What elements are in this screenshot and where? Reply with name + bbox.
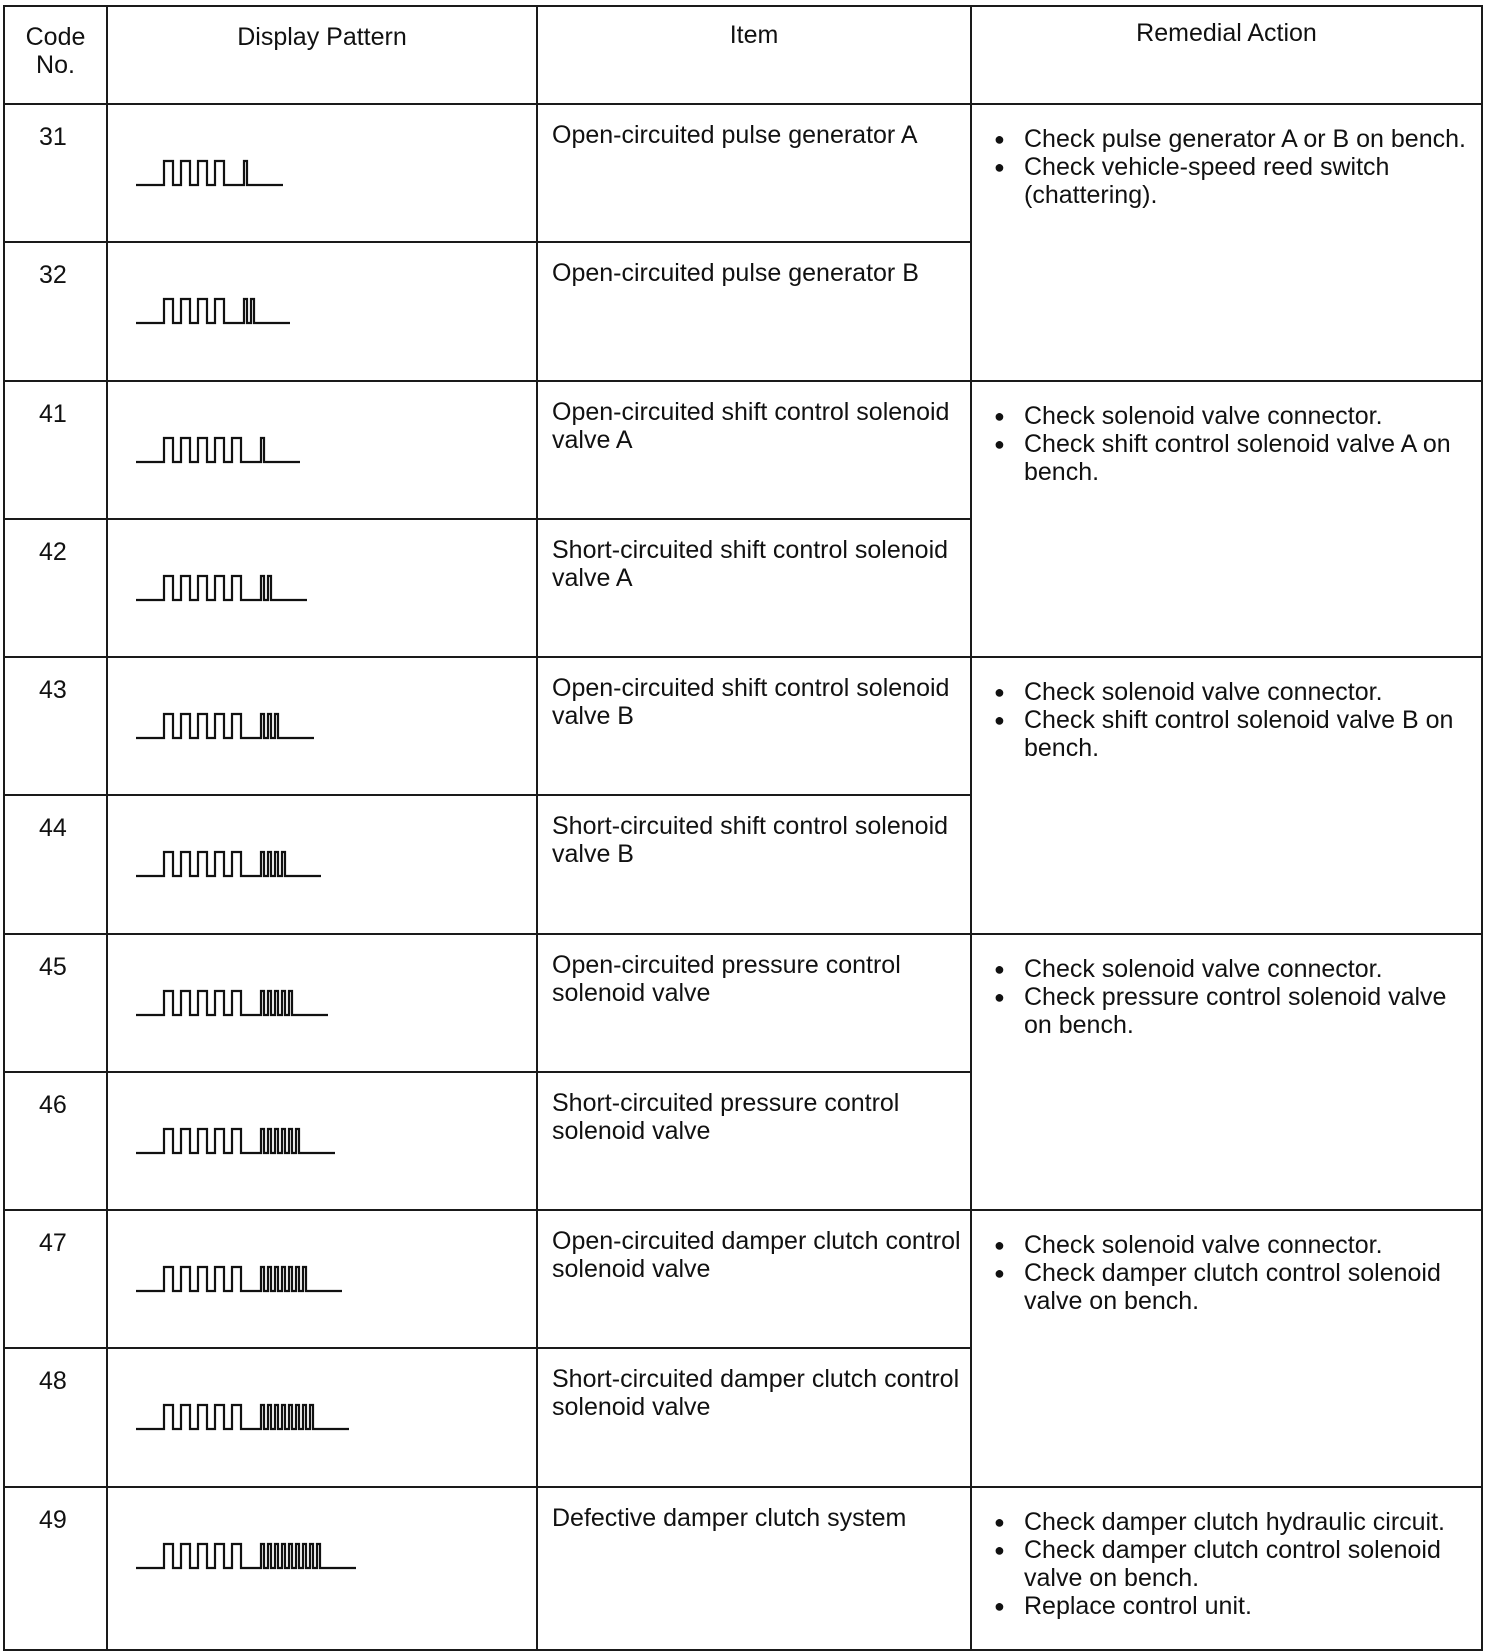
table-row [4,381,1482,519]
remedial-action-item: ● Check shift control solenoid valve B on bench. [994,706,1471,762]
remedial-action-item: ● Check pressure control solenoid valve on bench. [994,983,1471,1039]
table-row [4,657,1482,795]
remedial-action-item: ● Check solenoid valve connector. [994,678,1471,706]
remedial-action-list [994,402,1471,486]
display-pattern-waveform [108,382,540,520]
remedial-action-item: ● Check damper clutch control solenoid valve on bench. [994,1259,1471,1315]
remedial-action-item: ● Check pulse generator A or B on bench. [994,125,1471,153]
display-pattern-cell [107,519,537,657]
display-pattern-cell [107,657,537,795]
remedial-action-item: ● Check solenoid valve connector. [994,955,1471,983]
pulse-waveform-line [136,1544,356,1568]
item-description: Defective damper clutch system [537,1487,971,1651]
header-display-pattern: Display Pattern [107,6,537,104]
header-code-line1: Code [25,23,86,51]
header-code-no [4,6,107,104]
header-remedial-action: Remedial Action [971,6,1482,104]
display-pattern-waveform [108,243,540,381]
pulse-waveform-line [136,438,300,462]
remedial-action-list [994,678,1471,762]
pulse-waveform-line [136,1267,342,1291]
code-number: 31 [4,104,107,242]
display-pattern-waveform [108,935,540,1073]
header-code-line2: No. [36,51,75,79]
remedial-action-item: ● Check vehicle-speed reed switch (chattering). [994,153,1471,209]
display-pattern-cell [107,1072,537,1210]
display-pattern-waveform [108,1211,540,1349]
display-pattern-waveform [108,520,540,658]
header-item: Item [537,6,971,104]
code-number: 42 [4,519,107,657]
code-number: 41 [4,381,107,519]
display-pattern-cell [107,1210,537,1348]
display-pattern-waveform [108,105,540,243]
display-pattern-cell [107,104,537,242]
remedial-action-cell [971,934,1482,1211]
remedial-action-cell [971,657,1482,934]
table-row [4,104,1482,242]
pulse-waveform-line [136,852,321,876]
item-description: Short-circuited shift control solenoid valve B [537,795,971,933]
remedial-action-list [994,955,1471,1039]
display-pattern-cell [107,795,537,933]
diagnostic-code-table [3,5,1483,1651]
item-description: Open-circuited damper clutch control solenoid valve [537,1210,971,1348]
code-number: 45 [4,934,107,1072]
display-pattern-cell [107,934,537,1072]
pulse-waveform-line [136,576,307,600]
pulse-waveform-line [136,714,314,738]
remedial-action-item: ● Check damper clutch control solenoid valve on bench. [994,1536,1471,1592]
table-row [4,1210,1482,1348]
display-pattern-waveform [108,1488,540,1626]
remedial-action-item: ● Check damper clutch hydraulic circuit. [994,1508,1471,1536]
pulse-waveform-line [136,161,283,185]
display-pattern-cell [107,1348,537,1486]
remedial-action-list [994,1231,1471,1315]
item-description: Short-circuited shift control solenoid valve A [537,519,971,657]
remedial-action-item: ● Check solenoid valve connector. [994,1231,1471,1259]
code-number: 43 [4,657,107,795]
display-pattern-cell [107,242,537,380]
header-row [4,6,1482,104]
item-description: Open-circuited shift control solenoid valve B [537,657,971,795]
table-row [4,1487,1482,1651]
remedial-action-item: ● Replace control unit. [994,1592,1471,1620]
pulse-waveform-line [136,1405,349,1429]
pulse-waveform-line [136,1129,335,1153]
item-description: Short-circuited damper clutch control solenoid valve [537,1348,971,1486]
remedial-action-cell [971,104,1482,381]
display-pattern-waveform [108,796,540,934]
item-description: Short-circuited pressure control solenoid valve [537,1072,971,1210]
item-description: Open-circuited pressure control solenoid valve [537,934,971,1072]
display-pattern-cell [107,1487,537,1651]
code-number: 49 [4,1487,107,1651]
remedial-action-item: ● Check shift control solenoid valve A on bench. [994,430,1471,486]
code-number: 48 [4,1348,107,1486]
remedial-action-list [994,1508,1471,1620]
remedial-action-item: ● Check solenoid valve connector. [994,402,1471,430]
code-number: 47 [4,1210,107,1348]
display-pattern-waveform [108,1349,540,1487]
item-description: Open-circuited pulse generator B [537,242,971,380]
code-number: 46 [4,1072,107,1210]
pulse-waveform-line [136,991,328,1015]
item-description: Open-circuited pulse generator A [537,104,971,242]
remedial-action-cell [971,381,1482,658]
pulse-waveform-line [136,299,290,323]
display-pattern-waveform [108,1073,540,1211]
remedial-action-cell [971,1487,1482,1651]
remedial-action-cell [971,1210,1482,1487]
remedial-action-list [994,125,1471,209]
table-row [4,934,1482,1072]
code-number: 32 [4,242,107,380]
item-description: Open-circuited shift control solenoid valve A [537,381,971,519]
display-pattern-waveform [108,658,540,796]
display-pattern-cell [107,381,537,519]
code-number: 44 [4,795,107,933]
